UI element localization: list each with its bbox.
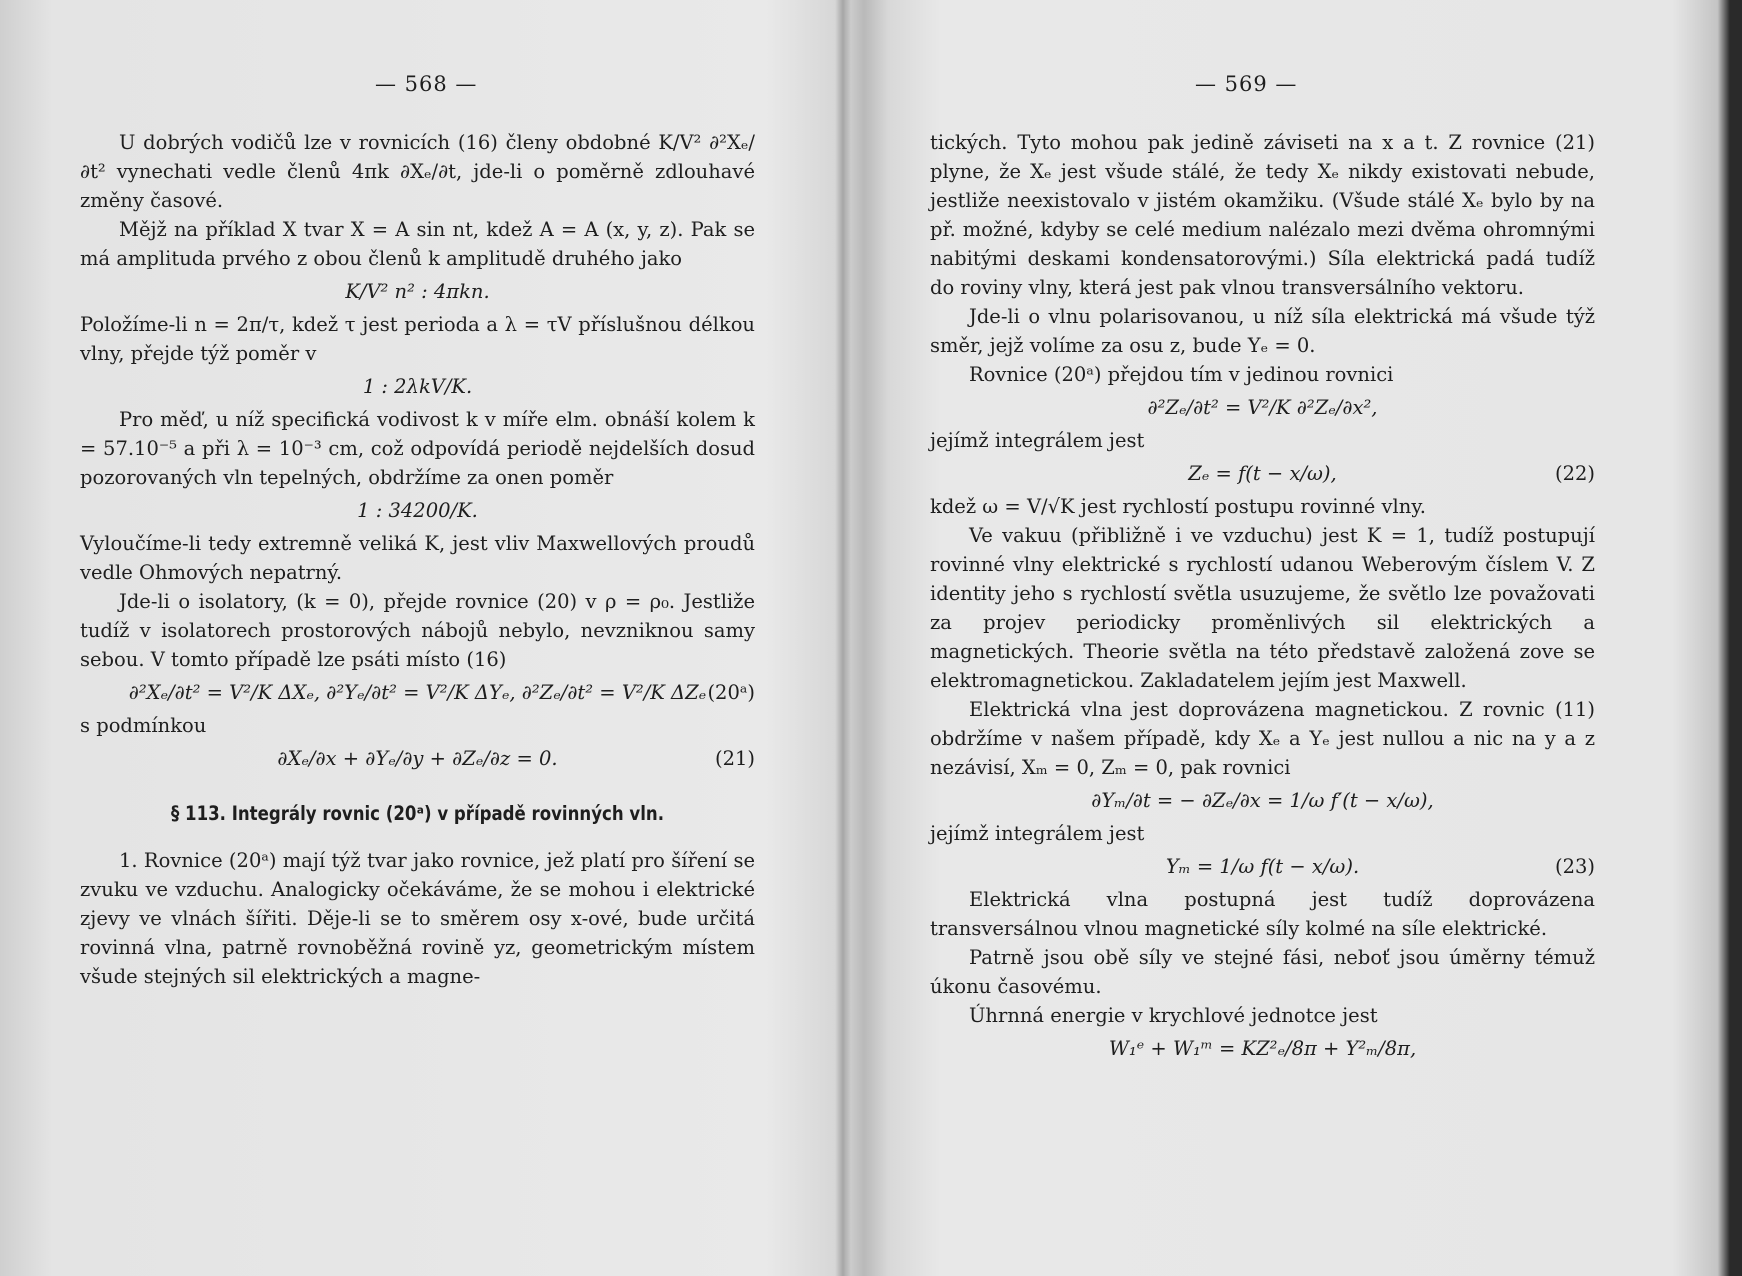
equation-body: ∂²Xₑ/∂t² = V²/K ΔXₑ, ∂²Yₑ/∂t² = V²/K ΔYₑ, ∂²Zₑ/∂t² = V²/K ΔZₑ [128, 681, 707, 704]
paragraph: Patrně jsou obě síly ve stejné fási, neboť jsou úměrny témuž úkonu časovému. [930, 946, 1595, 998]
left-page-body [80, 128, 755, 991]
left-page [80, 0, 755, 1276]
paragraph: Mějž na příklad X tvar X = A sin nt, kdež A = A (x, y, z). Pak se má amplituda prvého z obou členů k amplitudě druhého jako [80, 218, 755, 270]
paragraph: Vyloučíme-li tedy extremně veliká K, jest vliv Maxwellových proudů vedle Ohmových nepatrný. [80, 532, 755, 584]
paragraph: 1. Rovnice (20ᵃ) mají týž tvar jako rovnice, jež platí pro šíření se zvuku ve vzduchu. Analogicky očekáváme, že se mohou i elektrické zjevy ve vlnách šířiti. Děje-li se to směrem osy x-ové, bude určitá rovinná vlna, patrně rovnoběžná rovině yz, geometrickým místem všude stejných sil elektrických a magne- [80, 849, 755, 988]
equation-body: ∂Xₑ/∂x + ∂Yₑ/∂y + ∂Zₑ/∂z = 0. [277, 747, 558, 770]
equation-20a [80, 678, 755, 707]
book-gutter [835, 0, 851, 1276]
paragraph: s podmínkou [80, 714, 207, 737]
equation-body: Zₑ = f(t − x/ω), [1188, 462, 1337, 485]
paragraph: Elektrická vlna postupná jest tudíž doprovázena transversálnou vlnou magnetické síly kolmé na síle elektrické. [930, 888, 1595, 940]
right-page-body [930, 128, 1595, 1067]
equation-number: (22) [1554, 462, 1595, 485]
equation: 1 : 2λkV/K. [362, 375, 473, 398]
paragraph: Elektrická vlna jest doprovázena magnetickou. Z rovnic (11) obdržíme v našem případě, kdy Xₑ a Yₑ jest nullou a nic na y a z nezávisí, Xₘ = 0, Zₘ = 0, pak rovnici [930, 698, 1595, 779]
equation: 1 : 34200/K. [357, 499, 478, 522]
paragraph: Pro měď, u níž specifická vodivost k v míře elm. obnáší kolem k = 57.10⁻⁵ a při λ = 10⁻³ cm, což odpovídá periodě nejdelších dosud pozorovaných vln tepelných, obdržíme za onen poměr [80, 408, 755, 489]
equation-number: (20ᵃ) [707, 681, 755, 704]
equation: W₁ᵉ + W₁ᵐ = KZ²ₑ/8π + Y²ₘ/8π, [1108, 1037, 1417, 1060]
page-number-right: — 569 — [1195, 72, 1298, 96]
paragraph: Položíme-li n = 2π/τ, kdež τ jest perioda a λ = τV příslušnou délkou vlny, přejde týž poměr v [80, 313, 755, 365]
equation-21 [80, 744, 755, 773]
equation-number: (21) [714, 747, 755, 770]
paragraph: Rovnice (20ᵃ) přejdou tím v jedinou rovnici [969, 363, 1394, 386]
right-page [930, 0, 1595, 1276]
equation-body: Yₘ = 1/ω f(t − x/ω). [1165, 855, 1360, 878]
paragraph: tických. Tyto mohou pak jedině záviseti na x a t. Z rovnice (21) plyne, že Xₑ jest všude stálé, že tedy Xₑ nikdy existovati nebude, jestliže neexistovalo v jistém okamžiku. (Všude stálé Xₑ bylo by na př. možné, kdyby se celé medium nalézalo mezi dvěma ohromnými nabitými deskami kondensatorovými.) Síla elektrická padá tudíž do roviny vlny, která jest pak vlnou transversálního vektoru. [930, 131, 1595, 299]
paragraph: Úhrnná energie v krychlové jednotce jest [969, 1004, 1378, 1027]
paragraph: Jde-li o isolatory, (k = 0), přejde rovnice (20) v ρ = ρ₀. Jestliže tudíž v isolatorech prostorových nábojů nebylo, nevzniknou samy sebou. V tomto případě lze psáti místo (16) [80, 590, 755, 671]
paragraph: jejímž integrálem jest [930, 822, 1145, 845]
page-number-left: — 568 — [375, 72, 478, 96]
paragraph: U dobrých vodičů lze v rovnicích (16) členy obdobné K/V² ∂²Xₑ/∂t² vynechati vedle členů 4πk ∂Xₑ/∂t, jde-li o poměrně zdlouhavé změny časové. [80, 131, 755, 212]
equation: K/V² n² : 4πkn. [345, 280, 490, 303]
equation-number: (23) [1554, 855, 1595, 878]
paragraph: Ve vakuu (přibližně i ve vzduchu) jest K = 1, tudíž postupují rovinné vlny elektrické s rychlostí udanou Weberovým číslem V. Z identity jeho s rychlostí světla usuzujeme, že světlo lze považovati za projev periodicky proměnlivých sil elektrických a magnetických. Theorie světla na této představě založená zove se elektromagnetickou. Zakladatelem jejím jest Maxwell. [930, 524, 1595, 692]
section-heading: § 113. Integrály rovnic (20ᵃ) v případě rovinných vln. [170, 802, 664, 825]
paragraph: Jde-li o vlnu polarisovanou, u níž síla elektrická má všude týž směr, jejž volíme za osu z, bude Yₑ = 0. [930, 305, 1595, 357]
paragraph: kdež ω = V/√K jest rychlostí postupu rovinné vlny. [930, 495, 1426, 518]
equation: ∂Yₘ/∂t = − ∂Zₑ/∂x = 1/ω f′(t − x/ω), [1091, 789, 1434, 812]
equation-23 [930, 852, 1595, 881]
equation: ∂²Zₑ/∂t² = V²/K ∂²Zₑ/∂x², [1147, 396, 1378, 419]
equation-22 [930, 459, 1595, 488]
paragraph: jejímž integrálem jest [930, 429, 1145, 452]
